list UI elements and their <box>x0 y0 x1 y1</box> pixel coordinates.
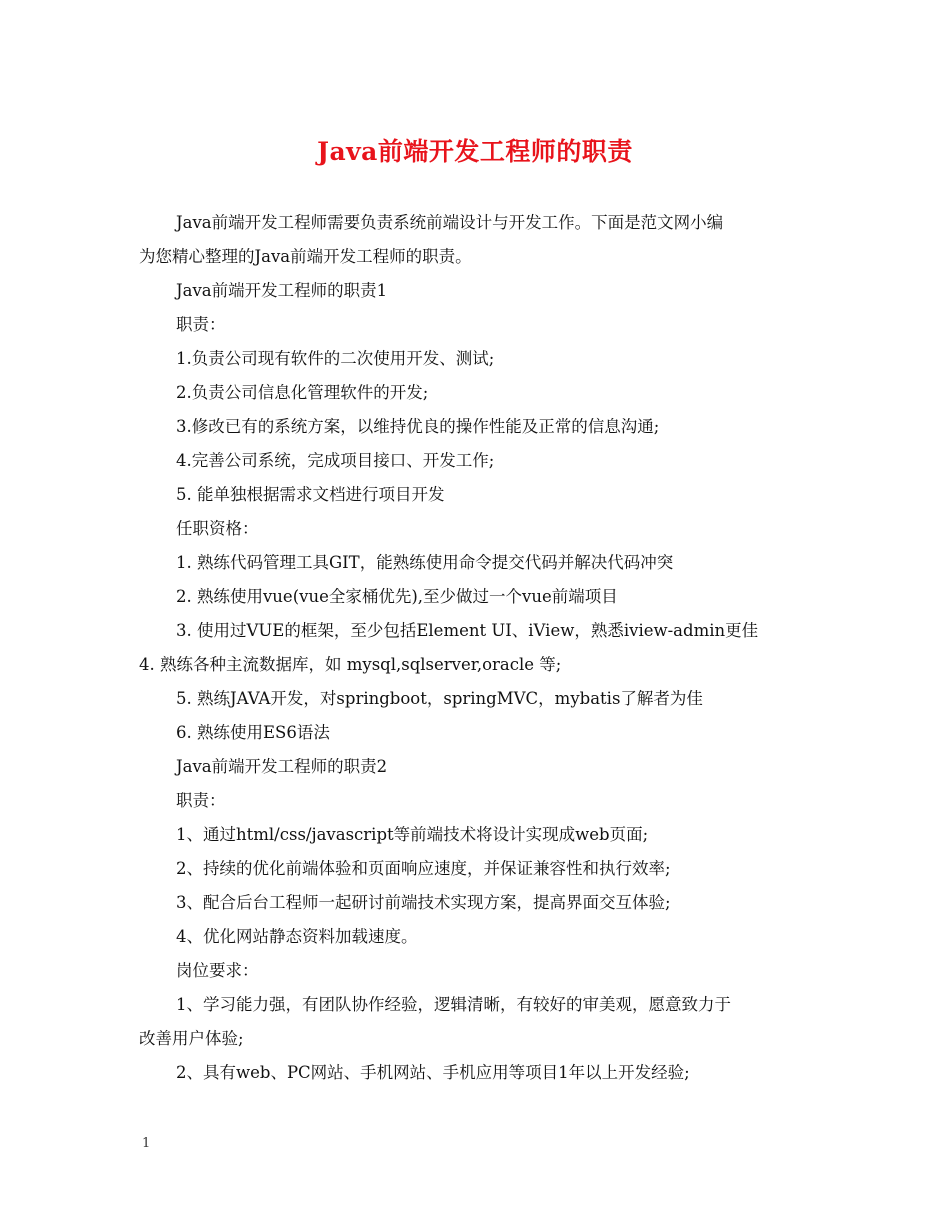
list-item: 3.修改已有的系统方案，以维持优良的操作性能及正常的信息沟通; <box>176 417 660 436</box>
list-item: 4. 熟练各种主流数据库，如 mysql,sqlserver,oracle 等; <box>139 655 562 674</box>
page-number: 1 <box>142 1136 151 1151</box>
list-item: 4.完善公司系统，完成项目接口、开发工作; <box>176 451 495 470</box>
list-item: 5. 熟练JAVA开发，对springboot，springMVC，mybatis了解者为佳 <box>176 689 703 708</box>
list-item: 5. 能单独根据需求文档进行项目开发 <box>176 485 445 504</box>
paragraph-line: 为您精心整理的Java前端开发工程师的职责。 <box>139 247 472 266</box>
list-item: 4、优化网站静态资料加载速度。 <box>176 927 418 946</box>
list-item: 2. 熟练使用vue(vue全家桶优先),至少做过一个vue前端项目 <box>176 587 618 606</box>
list-item: 2.负责公司信息化管理软件的开发; <box>176 383 429 402</box>
paragraph-line: Java前端开发工程师需要负责系统前端设计与开发工作。下面是范文网小编 <box>176 213 724 232</box>
list-item: 3、配合后台工程师一起研讨前端技术实现方案，提高界面交互体验; <box>176 893 671 912</box>
section-heading: Java前端开发工程师的职责1 <box>176 281 388 300</box>
list-item: 2、具有web、PC网站、手机网站、手机应用等项目1年以上开发经验; <box>176 1063 690 1082</box>
document-title: Java前端开发工程师的职责 <box>317 137 633 166</box>
subheading: 任职资格： <box>176 519 259 538</box>
subheading: 职责： <box>176 315 226 334</box>
subheading: 岗位要求： <box>176 961 259 980</box>
list-item: 改善用户体验; <box>139 1029 244 1048</box>
list-item: 3. 使用过VUE的框架，至少包括Element UI、iView，熟悉iview-admin更佳 <box>176 621 759 640</box>
list-item: 1、学习能力强，有团队协作经验，逻辑清晰，有较好的审美观，愿意致力于 <box>176 995 731 1014</box>
list-item: 1、通过html/css/javascript等前端技术将设计实现成web页面; <box>176 825 649 844</box>
document-body <box>139 206 819 1090</box>
section-heading: Java前端开发工程师的职责2 <box>176 757 388 776</box>
list-item: 1.负责公司现有软件的二次使用开发、测试; <box>176 349 495 368</box>
list-item: 1. 熟练代码管理工具GIT，能熟练使用命令提交代码并解决代码冲突 <box>176 553 674 572</box>
list-item: 6. 熟练使用ES6语法 <box>176 723 330 742</box>
list-item: 2、持续的优化前端体验和页面响应速度，并保证兼容性和执行效率; <box>176 859 671 878</box>
subheading: 职责： <box>176 791 226 810</box>
